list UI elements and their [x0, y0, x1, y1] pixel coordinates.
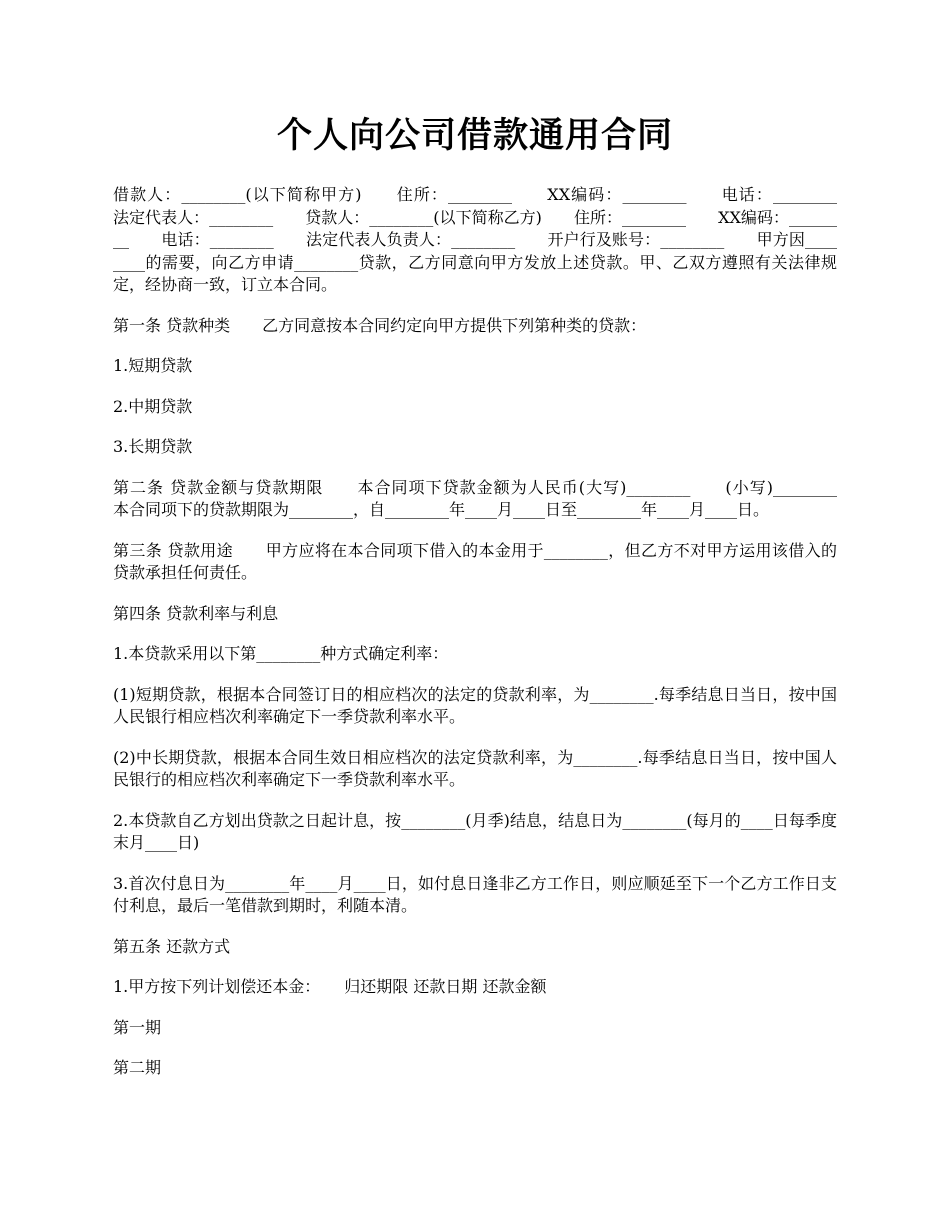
contract-page	[113, 0, 870, 1080]
article-3-paragraph: 第三条 贷款用途 甲方应将在本合同项下借入的本金用于________，但乙方不对甲方运用该借入的贷款承担任何责任。	[113, 540, 837, 582]
first-payment-paragraph: 3.首次付息日为________年____月____日，如付息日逢非乙方工作日，则应顺延至下一个乙方工作日支付利息，最后一笔借款到期时，利随本清。	[113, 873, 837, 915]
document-title: 个人向公司借款通用合同	[276, 115, 673, 156]
intro-paragraph: 借款人：________(以下简称甲方) 住所：________ XX编码：________ 电话：________ 法定代表人：________ 贷款人：________(以下简称乙方) 住所：________ XX编码：________ 电话：________ 法定代表人负责人：________ 开户行及账号：________ 甲方因________的需要，向乙方申请________贷款，乙方同意向甲方发放上述贷款。甲、乙双方遵照有关法律规定，经协商一致，订立本合同。	[113, 185, 870, 294]
repayment-plan-paragraph: 1.甲方按下列计划偿还本金： 归还期限 还款日期 还款金额	[113, 977, 547, 996]
article-5-heading: 第五条 还款方式	[113, 936, 231, 956]
loan-type-long: 3.长期贷款	[113, 437, 193, 456]
article-1-heading: 第一条 贷款种类 乙方同意按本合同约定向甲方提供下列第种类的贷款：	[113, 315, 647, 335]
installment-2: 第二期	[113, 1058, 162, 1077]
long-term-rate-paragraph: (2)中长期贷款，根据本合同生效日相应档次的法定贷款利率，为________.每季结息日当日，按中国人民银行的相应档次利率确定下一季贷款利率水平。	[113, 747, 837, 789]
installment-1: 第一期	[113, 1017, 162, 1037]
rate-method-paragraph: 1.本贷款采用以下第________种方式确定利率：	[113, 644, 449, 663]
article-2-paragraph: 第二条 贷款金额与贷款期限 本合同项下贷款金额为人民币(大写)________ (小写)________ 本合同项下的贷款期限为________，自________年____月____日至________年____月____日。	[113, 477, 870, 519]
loan-type-medium: 2.中期贷款	[113, 396, 193, 416]
article-4-heading: 第四条 贷款利率与利息	[113, 603, 279, 623]
loan-type-short: 1.短期贷款	[113, 356, 193, 375]
short-term-rate-paragraph: (1)短期贷款，根据本合同签订日的相应档次的法定的贷款利率，为________.每季结息日当日，按中国人民银行相应档次利率确定下一季贷款利率水平。	[113, 684, 837, 726]
interest-settlement-paragraph: 2.本贷款自乙方划出贷款之日起计息，按________(月季)结息，结息日为________(每月的____日每季度末月____日)	[113, 810, 837, 852]
